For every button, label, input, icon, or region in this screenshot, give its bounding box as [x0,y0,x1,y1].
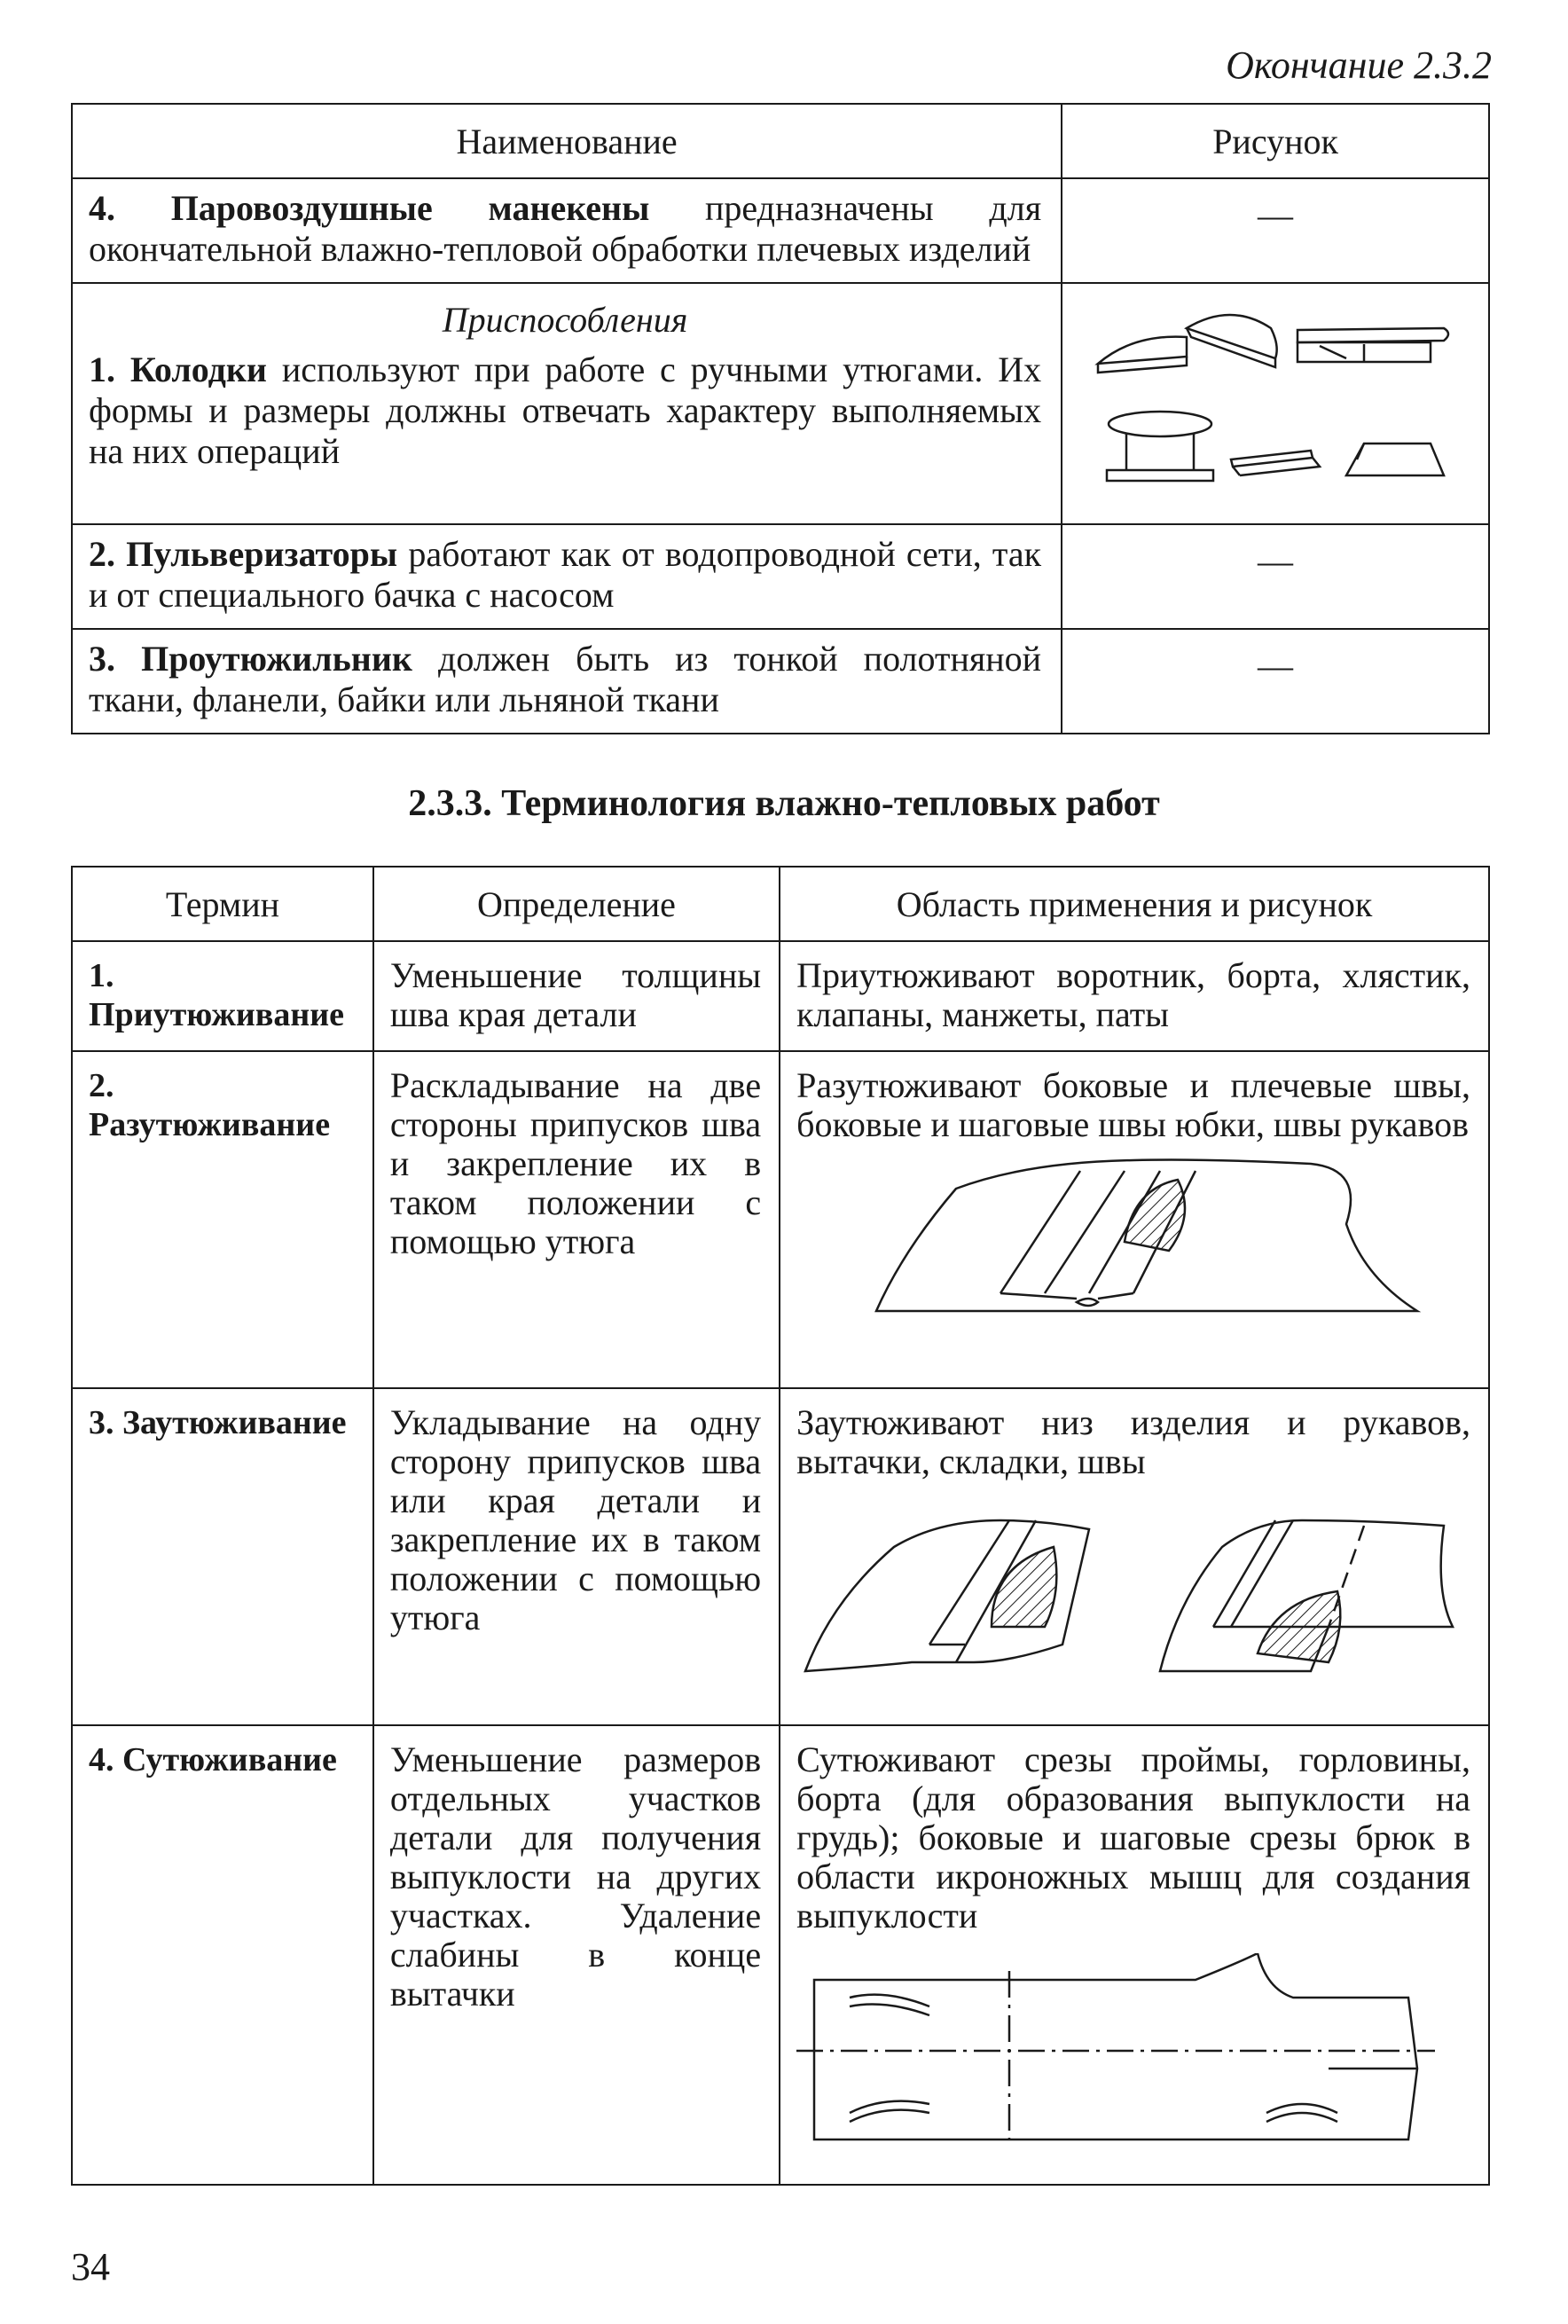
row-picture [1062,524,1489,629]
term-cell: 3. Заутюживание [72,1388,373,1725]
table-header-row [72,867,1489,941]
table-row [72,629,1489,734]
area-text: Сутюживают срезы проймы, горловины, борта (для образования выпуклости на грудь); боковые и шаговые срезы брюк в области икроножных мышц для создания выпуклости [796,1739,1470,1935]
area-cell [780,1725,1489,2185]
table-row [72,1051,1489,1388]
row-description [72,178,1062,283]
row-description [72,629,1062,734]
equipment-table [71,103,1490,734]
pressed-to-side-seam-illustration [796,1494,1462,1689]
item-text: должен быть из тонкой полотняной ткани, фланели, байки или льняной ткани [89,639,1042,719]
dash-placeholder: — [1258,541,1294,581]
continuation-label: Окончание 2.3.2 [1226,43,1492,87]
item-title: 3. Проутюжильник [89,639,412,679]
item-text: работают как от водопроводной сети, так и от специального бачка с насосом [89,534,1042,615]
row-description [72,283,1062,524]
area-cell [780,941,1489,1051]
term-cell: 4. Сутюживание [72,1725,373,2185]
table-row [72,941,1489,1051]
definition-cell: Укладывание на одну сторону припусков шва или края детали и закрепление их в таком положении с помощью утюга [373,1388,780,1725]
term-cell: 2. Разутюживание [72,1051,373,1388]
item-title: 1. Колодки [89,349,267,389]
definition-cell: Уменьшение толщины шва края детали [373,941,780,1051]
trouser-shrinking-illustration [796,1953,1435,2148]
header-area: Область применения и рисунок [780,867,1489,941]
terminology-table [71,866,1490,2186]
definition-cell: Уменьшение размеров отдельных участков детали для получения выпуклости на других участках. Удаление слабины в конце вытачки [373,1725,780,2185]
pressed-open-seam-illustration [867,1153,1435,1322]
row-picture [1062,178,1489,283]
row-description [72,524,1062,629]
page-number: 34 [71,2245,110,2289]
table-row [72,1725,1489,2185]
row-picture [1062,629,1489,734]
table-header-row [72,104,1489,178]
header-definition: Определение [373,867,780,941]
area-text: Заутюживают низ изделия и рукавов, вытачки, складки, швы [796,1402,1470,1481]
item-title: 4. Паровоздушные манекены [89,188,650,228]
dash-placeholder: — [1258,195,1294,235]
item-title: 2. Пульверизаторы [89,534,398,574]
item-text: используют при работе с ручными утюгами. Их формы и размеры должны отвечать характеру выполняемых на них операций [89,349,1042,471]
table-row [72,1388,1489,1725]
header-term: Термин [72,867,373,941]
header-picture: Рисунок [1062,104,1489,178]
dash-placeholder: — [1258,646,1294,686]
area-text: Приутюживают воротник, борта, хлястик, клапаны, манжеты, паты [796,955,1470,1034]
term-cell: 1. Приутюживание [72,941,373,1051]
subheading: Приспособления [442,300,688,340]
header-name: Наименование [72,104,1062,178]
definition-cell: Раскладывание на две стороны припусков шва и закрепление их в таком положении с помощью утюга [373,1051,780,1388]
section-title: 2.3.3. Терминология влажно-тепловых работ [408,783,1160,824]
table-row [72,524,1489,629]
table-row [72,178,1489,283]
row-picture [1062,283,1489,524]
area-cell [780,1388,1489,1725]
table-row [72,283,1489,524]
area-text: Разутюживают боковые и плечевые швы, боковые и шаговые швы юбки, швы рукавов [796,1065,1470,1144]
item-text: предназначены для окончательной влажно-тепловой обработки плечевых изделий [89,188,1042,269]
area-cell [780,1051,1489,1388]
pressing-blocks-illustration [1080,302,1470,497]
